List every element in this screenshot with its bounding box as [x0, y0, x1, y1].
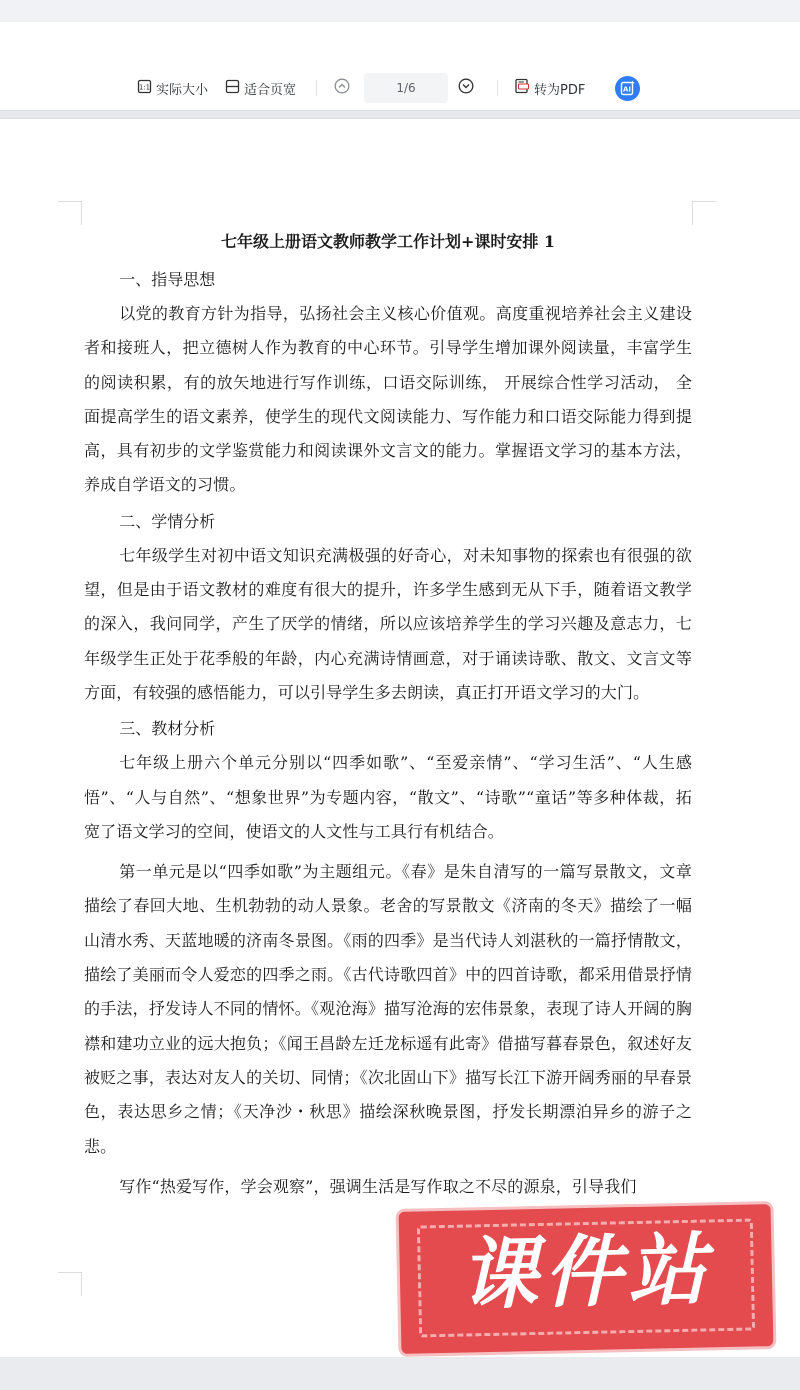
paragraph: 七年级学生对初中语文知识充满极强的好奇心，对未知事物的探索也有很强的欲望，但是由于语文教材的难度有很大的提升，许多学生感到无从下手，随着语文教学的深入，我问同学，产生了厌学的情绪，所以应该培养学生的学习兴趣及意志力，七年级学生正处于花季般的年龄，内心充满诗情画意，对于诵读诗歌、散文、文言文等方面，有较强的感悟能力，可以引导学生多去朗读，真正打开语文学习的大门。: [84, 545, 692, 702]
chevron-up-icon: [334, 78, 350, 98]
ai-icon: [615, 76, 640, 105]
actual-size-label: 实际大小: [156, 82, 209, 98]
paragraph: 写作“热爱写作，学会观察”，强调生活是写作取之不尽的源泉，引导我们: [119, 1176, 637, 1196]
toolbar-divider: [316, 80, 317, 96]
header-area: [0, 22, 800, 67]
fit-page-icon: [225, 79, 240, 98]
svg-text:AI: AI: [622, 85, 632, 94]
section-heading: 三、教材分析: [119, 719, 216, 739]
next-page-button[interactable]: [458, 78, 474, 98]
bottom-bar: [0, 1357, 800, 1390]
toolbar-divider: [497, 80, 498, 96]
section-heading: 一、指导思想: [119, 270, 216, 289]
paragraph: 第一单元是以“四季如歌”为主题组元。《春》是朱自清写的一篇写景散文，文章描绘了春回大地、生机勃勃的动人景象。老舍的写景散文《济南的冬天》描绘了一幅山清水秀、天蓝地暖的济南冬景图。《雨的四季》是当代诗人刘湛秋的一篇抒情散文，描绘了美丽而令人爱恋的四季之雨。《古代诗歌四首》中的四首诗歌，都采用借景抒情的手法，抒发诗人不同的情怀。《观沧海》描写沧海的宏伟景象，表现了诗人开阔的胸襟和建功立业的远大抱负；《闻王昌龄左迁龙标遥有此寄》借描写暮春景色，叙述好友被贬之事，表达对友人的关切、同情；《次北固山下》描写长江下游开阔秀丽的早春景色，表达思乡之情；《天净沙・秋思》描绘深秋晚景图，抒发长期漂泊异乡的游子之悲。: [84, 862, 692, 1156]
ai-assistant-button[interactable]: [615, 76, 640, 101]
page-corner-mark: [692, 201, 716, 225]
fit-page-label: 适合页宽: [244, 82, 297, 98]
document-body: [84, 227, 692, 1204]
fit-page-button[interactable]: [225, 78, 296, 98]
viewer-toolbar: [0, 66, 800, 111]
page-number-input[interactable]: 1/6: [364, 73, 448, 103]
actual-size-icon: [137, 79, 152, 98]
watermark-stamp: [399, 1204, 774, 1354]
page-corner-mark: [58, 1272, 82, 1296]
paragraph: 七年级上册六个单元分别以“四季如歌”、“至爱亲情”、“学习生活”、“人生感悟”、“人与自然”、“想象世界”为专题内容，“散文”、“诗歌”“童话”等多种体裁，拓宽了语文学习的空间，使语文的人文性与工具行有机结合。: [84, 753, 692, 841]
page-corner-mark: [58, 201, 82, 225]
prev-page-button[interactable]: [334, 78, 350, 98]
document-title: 七年级上册语文教师教学工作计划+课时安排 1: [220, 232, 556, 251]
toolbar-gap: [0, 111, 800, 119]
convert-to-pdf-label: 转为PDF: [534, 82, 586, 98]
section-heading: 二、学情分析: [119, 511, 216, 531]
pdf-icon: [514, 78, 530, 98]
chevron-down-icon: [458, 78, 474, 98]
top-strip: [0, 0, 800, 22]
svg-text:1:1: 1:1: [138, 83, 151, 91]
document-page: [0, 119, 800, 1357]
paragraph: 以党的教育方针为指导，弘扬社会主义核心价值观。高度重视培养社会主义建设者和接班人，把立德树人作为教育的中心环节。引导学生增加课外阅读量，丰富学生的阅读积累，有的放矢地进行写作训练，口语交际训练， 开展综合性学习活动， 全面提高学生的语文素养，使学生的现代文阅读能力、写作能力和口语交际能力得到提高，具有初步的文学鉴赏能力和阅读课外文言文的能力。掌握语文学习的基本方法，养成自学语文的习惯。: [84, 304, 692, 495]
watermark-text: 课件站: [458, 1225, 713, 1321]
actual-size-button[interactable]: [137, 78, 208, 98]
convert-to-pdf-button[interactable]: [514, 78, 585, 98]
